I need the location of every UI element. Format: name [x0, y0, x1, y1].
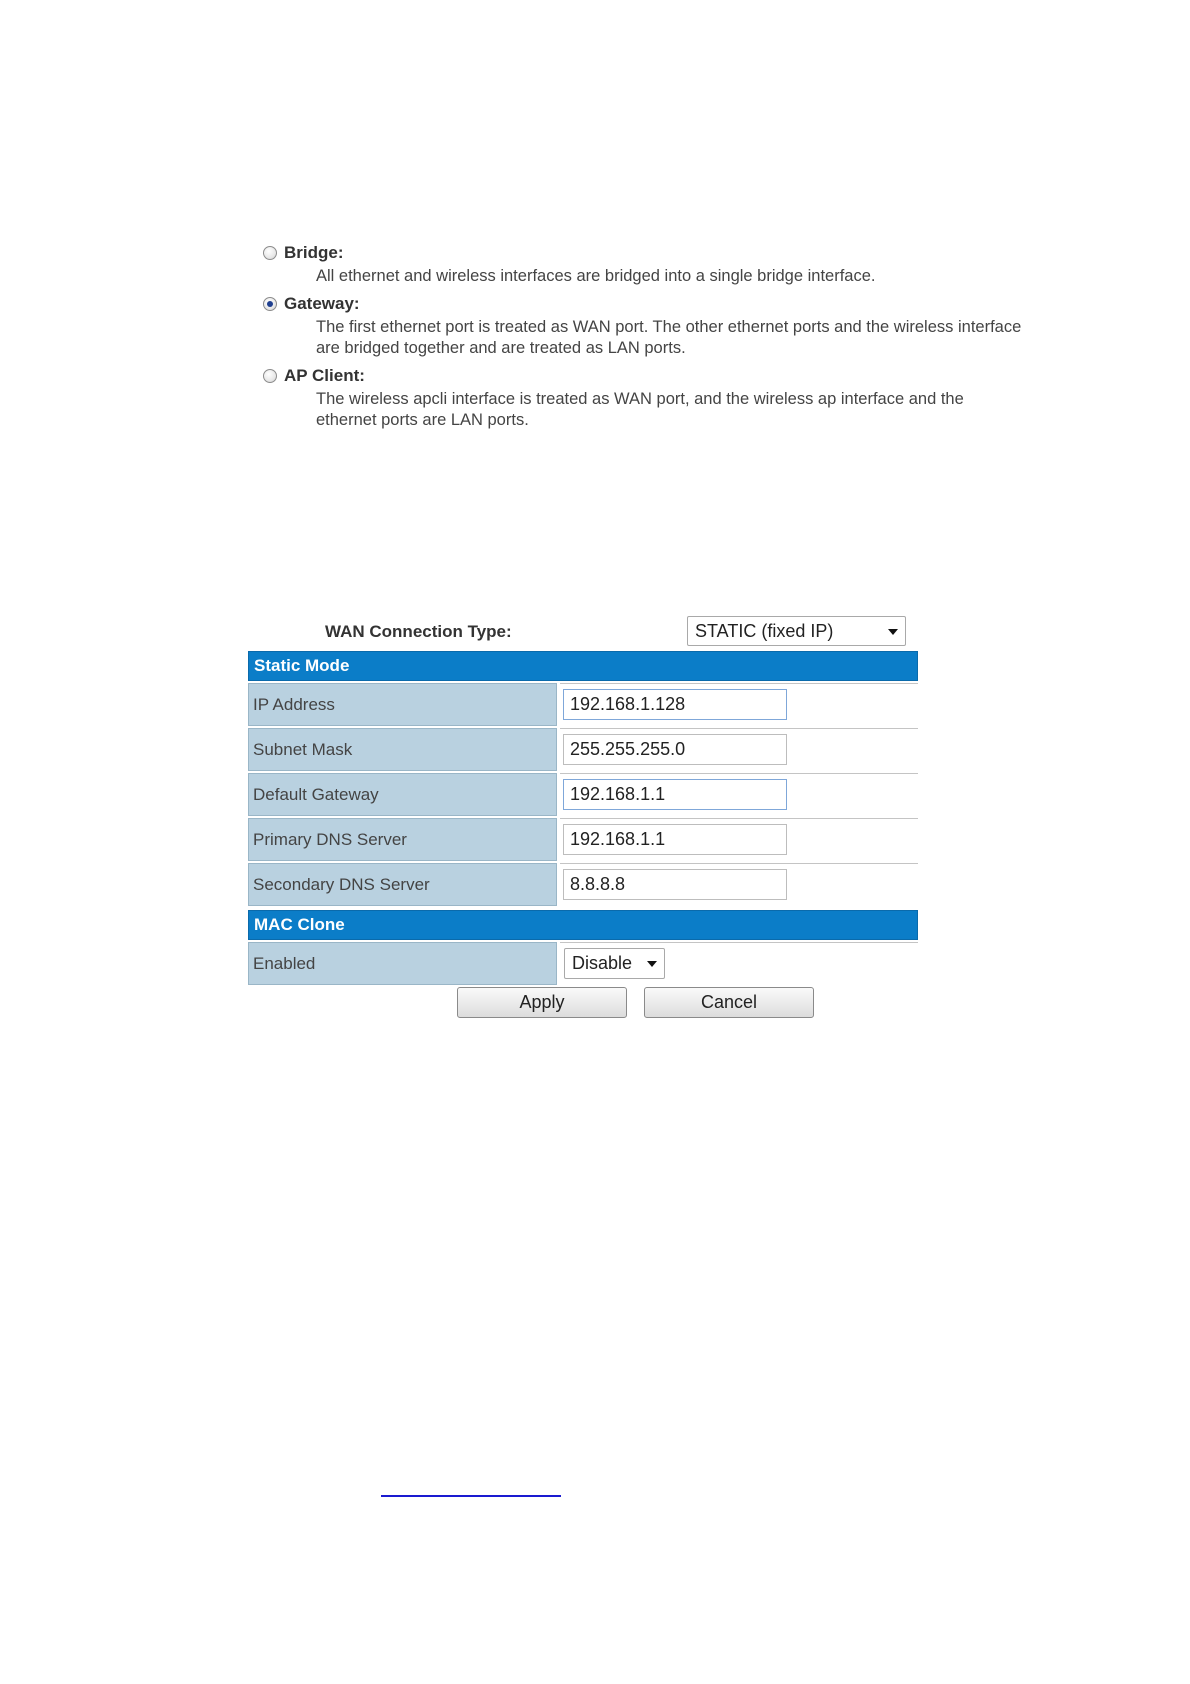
gateway-radio[interactable]: [263, 297, 277, 311]
wan-connection-type-value: STATIC (fixed IP): [695, 621, 834, 641]
operation-mode-group: [263, 241, 1023, 436]
gateway-description: The first ethernet port is treated as WAN port. The other ethernet ports and the wireless interface are bridged together and are treated as LAN ports.: [316, 318, 1022, 357]
ap-client-radio[interactable]: [263, 369, 277, 383]
chevron-down-icon: [888, 629, 898, 635]
table-row: [248, 818, 918, 861]
mac-clone-header: MAC Clone: [248, 910, 918, 940]
wan-connection-type-label: WAN Connection Type:: [325, 622, 512, 641]
secondary-dns-label: Secondary DNS Server: [248, 863, 557, 906]
apply-button[interactable]: Apply: [457, 987, 627, 1018]
default-gateway-label: Default Gateway: [248, 773, 557, 816]
static-mode-header: Static Mode: [248, 651, 918, 681]
wan-settings-table: [248, 651, 918, 985]
opmode-gateway: [263, 292, 1023, 359]
wan-connection-type-select[interactable]: [687, 616, 906, 646]
table-row: [248, 683, 918, 726]
hyperlink-underline[interactable]: [381, 1495, 561, 1497]
primary-dns-label: Primary DNS Server: [248, 818, 557, 861]
subnet-mask-input[interactable]: [563, 734, 787, 765]
mac-clone-enabled-label: Enabled: [248, 942, 557, 985]
table-row: [248, 728, 918, 771]
table-row: [248, 863, 918, 906]
bridge-label[interactable]: Bridge:: [284, 243, 344, 262]
table-row: [248, 942, 918, 985]
ip-address-input[interactable]: [563, 689, 787, 720]
mac-clone-enabled-select[interactable]: [564, 948, 665, 979]
wan-connection-type-row: [325, 614, 915, 648]
default-gateway-input[interactable]: [563, 779, 787, 810]
secondary-dns-cell: [560, 863, 918, 906]
opmode-ap-client-head: [263, 364, 1023, 388]
bridge-radio[interactable]: [263, 246, 277, 260]
secondary-dns-input[interactable]: [563, 869, 787, 900]
gateway-label[interactable]: Gateway:: [284, 294, 360, 313]
opmode-bridge: [263, 241, 1023, 287]
primary-dns-cell: [560, 818, 918, 861]
mac-clone-enabled-cell: [560, 942, 918, 985]
mac-clone-enabled-value: Disable: [572, 953, 633, 973]
ap-client-label[interactable]: AP Client:: [284, 366, 365, 385]
ap-client-description: The wireless apcli interface is treated as WAN port, and the wireless ap interface and the ethernet ports are LAN ports.: [316, 390, 964, 429]
table-row: [248, 773, 918, 816]
opmode-gateway-head: [263, 292, 1023, 316]
primary-dns-input[interactable]: [563, 824, 787, 855]
opmode-ap-client: [263, 364, 1023, 431]
subnet-mask-label: Subnet Mask: [248, 728, 557, 771]
subnet-mask-cell: [560, 728, 918, 771]
ip-address-cell: [560, 683, 918, 726]
opmode-bridge-head: [263, 241, 1023, 265]
chevron-down-icon: [647, 961, 657, 967]
ip-address-label: IP Address: [248, 683, 557, 726]
default-gateway-cell: [560, 773, 918, 816]
form-buttons: [457, 987, 814, 1018]
bridge-description: All ethernet and wireless interfaces are bridged into a single bridge interface.: [316, 267, 876, 285]
cancel-button[interactable]: Cancel: [644, 987, 814, 1018]
